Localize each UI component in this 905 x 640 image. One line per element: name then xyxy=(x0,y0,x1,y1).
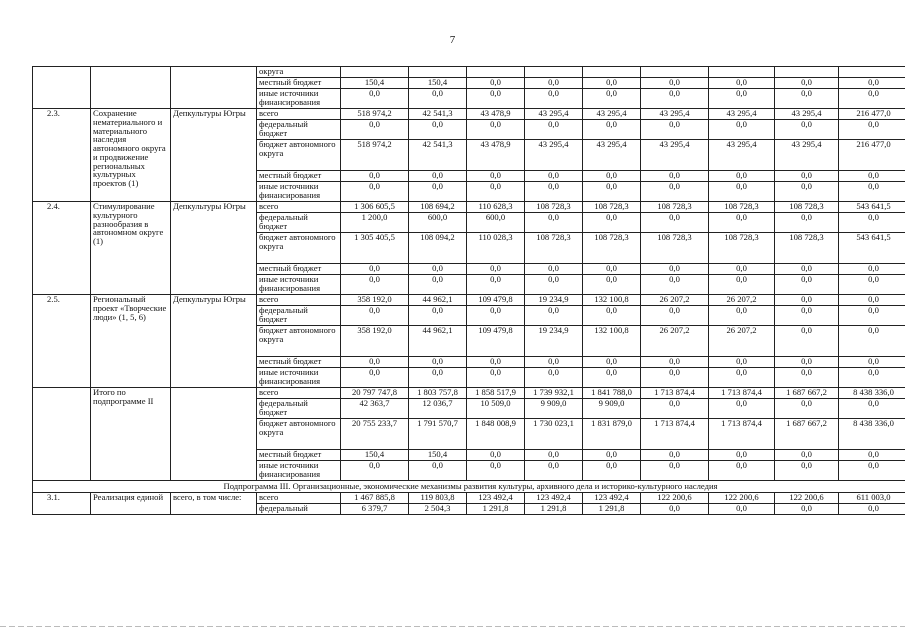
value-cell: 0,0 xyxy=(709,89,775,109)
value-cell: 0,0 xyxy=(775,306,839,326)
value-cell: 0,0 xyxy=(525,275,583,295)
value-cell: 0,0 xyxy=(641,399,709,419)
value-cell: 0,0 xyxy=(839,171,905,182)
row-name-cell: Региональный проект «Творческие люди» (1, 5, 6) xyxy=(91,295,171,388)
value-cell: 600,0 xyxy=(467,213,525,233)
row-code-cell: 3.1. xyxy=(33,492,91,514)
value-cell: 0,0 xyxy=(709,182,775,202)
value-cell: 0,0 xyxy=(583,213,641,233)
funding-source-cell: всего xyxy=(257,109,341,120)
value-cell: 543 641,5 xyxy=(839,233,905,264)
value-cell: 1 306 605,5 xyxy=(341,202,409,213)
value-cell: 0,0 xyxy=(709,368,775,388)
value-cell xyxy=(709,67,775,78)
value-cell: 0,0 xyxy=(341,182,409,202)
value-cell: 0,0 xyxy=(409,275,467,295)
value-cell: 0,0 xyxy=(525,264,583,275)
value-cell: 44 962,1 xyxy=(409,326,467,357)
value-cell: 108 728,3 xyxy=(583,202,641,213)
value-cell: 1 305 405,5 xyxy=(341,233,409,264)
value-cell: 150,4 xyxy=(409,78,467,89)
value-cell xyxy=(341,67,409,78)
value-cell: 43 295,4 xyxy=(525,109,583,120)
value-cell: 108 728,3 xyxy=(641,233,709,264)
value-cell: 216 477,0 xyxy=(839,109,905,120)
value-cell: 0,0 xyxy=(341,461,409,481)
funding-source-cell: федеральный бюджет xyxy=(257,120,341,140)
value-cell: 0,0 xyxy=(583,368,641,388)
value-cell: 0,0 xyxy=(775,450,839,461)
value-cell: 43 295,4 xyxy=(775,109,839,120)
value-cell: 43 295,4 xyxy=(709,140,775,171)
value-cell: 0,0 xyxy=(709,264,775,275)
value-cell: 0,0 xyxy=(839,295,905,306)
value-cell: 26 207,2 xyxy=(709,295,775,306)
section-title: Подпрограмма III. Организационные, экономические механизмы развития культуры, архивного дела и историко-культурного наследия xyxy=(33,481,905,493)
value-cell: 108 728,3 xyxy=(775,202,839,213)
value-cell: 0,0 xyxy=(641,78,709,89)
value-cell: 110 028,3 xyxy=(467,233,525,264)
value-cell: 1 687 667,2 xyxy=(775,419,839,450)
value-cell: 110 628,3 xyxy=(467,202,525,213)
value-cell: 119 803,8 xyxy=(409,492,467,503)
table-row xyxy=(33,202,905,213)
value-cell: 0,0 xyxy=(775,357,839,368)
value-cell: 0,0 xyxy=(525,213,583,233)
value-cell: 132 100,8 xyxy=(583,326,641,357)
value-cell: 0,0 xyxy=(839,78,905,89)
value-cell: 1 713 874,4 xyxy=(709,388,775,399)
value-cell: 611 003,0 xyxy=(839,492,905,503)
value-cell: 0,0 xyxy=(641,213,709,233)
value-cell: 1 200,0 xyxy=(341,213,409,233)
value-cell: 0,0 xyxy=(467,450,525,461)
value-cell: 0,0 xyxy=(839,275,905,295)
value-cell: 0,0 xyxy=(839,306,905,326)
value-cell: 8 438 336,0 xyxy=(839,388,905,399)
value-cell: 9 909,0 xyxy=(525,399,583,419)
value-cell: 0,0 xyxy=(839,120,905,140)
value-cell: 0,0 xyxy=(775,461,839,481)
funding-source-cell: федеральный бюджет xyxy=(257,213,341,233)
value-cell: 0,0 xyxy=(525,450,583,461)
value-cell: 0,0 xyxy=(641,182,709,202)
value-cell: 358 192,0 xyxy=(341,295,409,306)
row-name-cell: Стимулирование культурного разнообразия в автономном округе (1) xyxy=(91,202,171,295)
value-cell: 0,0 xyxy=(525,78,583,89)
value-cell: 0,0 xyxy=(467,368,525,388)
value-cell: 0,0 xyxy=(467,264,525,275)
value-cell: 0,0 xyxy=(641,264,709,275)
value-cell: 0,0 xyxy=(583,450,641,461)
value-cell: 0,0 xyxy=(709,503,775,514)
funding-source-cell: местный бюджет xyxy=(257,357,341,368)
row-name-cell: Итого по подпрограмме II xyxy=(91,388,171,481)
value-cell: 0,0 xyxy=(641,368,709,388)
value-cell: 0,0 xyxy=(409,182,467,202)
value-cell: 0,0 xyxy=(341,368,409,388)
row-executor-cell xyxy=(171,67,257,109)
value-cell: 1 291,8 xyxy=(525,503,583,514)
row-code-cell: 2.5. xyxy=(33,295,91,388)
value-cell: 0,0 xyxy=(641,275,709,295)
value-cell: 0,0 xyxy=(641,306,709,326)
value-cell: 20 755 233,7 xyxy=(341,419,409,450)
funding-source-cell: бюджет автономного округа xyxy=(257,419,341,450)
value-cell: 0,0 xyxy=(775,89,839,109)
value-cell: 0,0 xyxy=(641,171,709,182)
value-cell: 0,0 xyxy=(583,275,641,295)
value-cell: 132 100,8 xyxy=(583,295,641,306)
value-cell: 43 295,4 xyxy=(583,109,641,120)
value-cell: 0,0 xyxy=(409,306,467,326)
value-cell: 108 728,3 xyxy=(525,233,583,264)
value-cell: 19 234,9 xyxy=(525,295,583,306)
value-cell: 0,0 xyxy=(839,357,905,368)
value-cell: 1 791 570,7 xyxy=(409,419,467,450)
value-cell: 0,0 xyxy=(641,89,709,109)
funding-source-cell: местный бюджет xyxy=(257,264,341,275)
funding-source-cell: всего xyxy=(257,492,341,503)
value-cell: 108 728,3 xyxy=(709,202,775,213)
value-cell: 108 728,3 xyxy=(709,233,775,264)
value-cell: 0,0 xyxy=(341,171,409,182)
budget-table xyxy=(32,66,905,515)
value-cell: 109 479,8 xyxy=(467,295,525,306)
row-executor-cell: Депкультуры Югры xyxy=(171,202,257,295)
value-cell: 0,0 xyxy=(341,357,409,368)
funding-source-cell: всего xyxy=(257,295,341,306)
value-cell: 19 234,9 xyxy=(525,326,583,357)
funding-source-cell: иные источники финансирования xyxy=(257,368,341,388)
value-cell: 0,0 xyxy=(525,368,583,388)
value-cell: 1 858 517,9 xyxy=(467,388,525,399)
value-cell: 0,0 xyxy=(409,461,467,481)
value-cell: 0,0 xyxy=(341,89,409,109)
value-cell: 0,0 xyxy=(709,450,775,461)
value-cell: 43 295,4 xyxy=(525,140,583,171)
value-cell: 0,0 xyxy=(839,213,905,233)
funding-source-cell: федеральный бюджет xyxy=(257,399,341,419)
value-cell: 0,0 xyxy=(775,182,839,202)
value-cell xyxy=(583,67,641,78)
row-executor-cell xyxy=(171,388,257,481)
value-cell xyxy=(641,67,709,78)
row-code-cell: 2.4. xyxy=(33,202,91,295)
table-row xyxy=(33,295,905,306)
value-cell: 0,0 xyxy=(525,306,583,326)
row-name-cell: Реализация единой xyxy=(91,492,171,514)
value-cell: 0,0 xyxy=(641,120,709,140)
value-cell: 0,0 xyxy=(839,326,905,357)
value-cell: 0,0 xyxy=(467,461,525,481)
value-cell: 43 295,4 xyxy=(641,140,709,171)
value-cell: 0,0 xyxy=(775,171,839,182)
value-cell: 43 295,4 xyxy=(641,109,709,120)
value-cell: 0,0 xyxy=(467,78,525,89)
value-cell: 42 541,3 xyxy=(409,140,467,171)
funding-source-cell: местный бюджет xyxy=(257,450,341,461)
table-row xyxy=(33,67,905,78)
value-cell: 0,0 xyxy=(641,357,709,368)
scan-artifact-line xyxy=(0,626,905,627)
value-cell: 26 207,2 xyxy=(641,326,709,357)
value-cell: 109 479,8 xyxy=(467,326,525,357)
value-cell: 0,0 xyxy=(583,461,641,481)
value-cell: 0,0 xyxy=(467,182,525,202)
value-cell: 43 478,9 xyxy=(467,109,525,120)
value-cell: 26 207,2 xyxy=(709,326,775,357)
value-cell: 0,0 xyxy=(775,368,839,388)
value-cell: 108 694,2 xyxy=(409,202,467,213)
value-cell: 108 728,3 xyxy=(641,202,709,213)
value-cell: 0,0 xyxy=(409,171,467,182)
value-cell: 123 492,4 xyxy=(525,492,583,503)
value-cell: 123 492,4 xyxy=(583,492,641,503)
value-cell: 9 909,0 xyxy=(583,399,641,419)
row-name-cell: Сохранение нематериального и материального наследия автономного округа и продвижение региональных культурных проектов (1) xyxy=(91,109,171,202)
value-cell: 0,0 xyxy=(839,182,905,202)
value-cell: 1 803 757,8 xyxy=(409,388,467,399)
funding-source-cell: всего xyxy=(257,388,341,399)
value-cell: 108 728,3 xyxy=(775,233,839,264)
value-cell: 0,0 xyxy=(775,213,839,233)
value-cell: 1 291,8 xyxy=(583,503,641,514)
funding-source-cell: местный бюджет xyxy=(257,171,341,182)
value-cell xyxy=(775,67,839,78)
value-cell: 0,0 xyxy=(583,78,641,89)
value-cell xyxy=(525,67,583,78)
value-cell: 0,0 xyxy=(467,120,525,140)
value-cell: 0,0 xyxy=(525,89,583,109)
value-cell: 123 492,4 xyxy=(467,492,525,503)
value-cell: 0,0 xyxy=(583,306,641,326)
value-cell: 122 200,6 xyxy=(641,492,709,503)
row-code-cell xyxy=(33,388,91,481)
value-cell: 0,0 xyxy=(409,89,467,109)
value-cell: 43 295,4 xyxy=(583,140,641,171)
value-cell: 0,0 xyxy=(583,357,641,368)
value-cell: 43 295,4 xyxy=(709,109,775,120)
value-cell: 0,0 xyxy=(583,89,641,109)
value-cell: 0,0 xyxy=(583,182,641,202)
value-cell: 0,0 xyxy=(409,368,467,388)
value-cell: 0,0 xyxy=(839,503,905,514)
value-cell: 0,0 xyxy=(341,306,409,326)
value-cell: 0,0 xyxy=(525,461,583,481)
section-row xyxy=(33,481,905,493)
value-cell: 0,0 xyxy=(709,399,775,419)
value-cell: 0,0 xyxy=(709,120,775,140)
value-cell: 0,0 xyxy=(341,120,409,140)
value-cell: 0,0 xyxy=(839,461,905,481)
value-cell: 0,0 xyxy=(583,264,641,275)
value-cell: 0,0 xyxy=(775,326,839,357)
value-cell: 0,0 xyxy=(709,461,775,481)
value-cell: 0,0 xyxy=(775,264,839,275)
value-cell: 0,0 xyxy=(641,461,709,481)
table-row xyxy=(33,492,905,503)
value-cell: 44 962,1 xyxy=(409,295,467,306)
value-cell: 0,0 xyxy=(525,171,583,182)
value-cell: 0,0 xyxy=(775,503,839,514)
funding-source-cell: всего xyxy=(257,202,341,213)
row-code-cell xyxy=(33,67,91,109)
value-cell: 0,0 xyxy=(525,120,583,140)
value-cell: 1 687 667,2 xyxy=(775,388,839,399)
value-cell: 0,0 xyxy=(641,503,709,514)
value-cell xyxy=(839,67,905,78)
value-cell: 1 467 885,8 xyxy=(341,492,409,503)
funding-source-cell: иные источники финансирования xyxy=(257,275,341,295)
funding-source-cell: бюджет автономного округа xyxy=(257,233,341,264)
value-cell: 1 713 874,4 xyxy=(641,388,709,399)
value-cell: 6 379,7 xyxy=(341,503,409,514)
value-cell: 518 974,2 xyxy=(341,140,409,171)
value-cell: 1 713 874,4 xyxy=(641,419,709,450)
value-cell: 0,0 xyxy=(467,306,525,326)
value-cell: 543 641,5 xyxy=(839,202,905,213)
value-cell: 0,0 xyxy=(467,171,525,182)
value-cell: 1 291,8 xyxy=(467,503,525,514)
funding-source-cell: иные источники финансирования xyxy=(257,182,341,202)
value-cell: 0,0 xyxy=(709,213,775,233)
value-cell: 1 739 932,1 xyxy=(525,388,583,399)
value-cell: 20 797 747,8 xyxy=(341,388,409,399)
value-cell: 0,0 xyxy=(409,120,467,140)
value-cell: 0,0 xyxy=(775,399,839,419)
value-cell: 0,0 xyxy=(709,357,775,368)
value-cell: 0,0 xyxy=(839,264,905,275)
funding-source-cell: бюджет автономного округа xyxy=(257,140,341,171)
value-cell: 0,0 xyxy=(839,450,905,461)
value-cell: 358 192,0 xyxy=(341,326,409,357)
funding-source-cell: округа xyxy=(257,67,341,78)
value-cell: 150,4 xyxy=(341,78,409,89)
value-cell: 0,0 xyxy=(409,357,467,368)
value-cell: 0,0 xyxy=(775,78,839,89)
value-cell: 26 207,2 xyxy=(641,295,709,306)
row-name-cell xyxy=(91,67,171,109)
value-cell: 150,4 xyxy=(409,450,467,461)
value-cell: 0,0 xyxy=(467,275,525,295)
value-cell: 0,0 xyxy=(341,264,409,275)
value-cell: 43 478,9 xyxy=(467,140,525,171)
value-cell: 0,0 xyxy=(775,275,839,295)
value-cell: 12 036,7 xyxy=(409,399,467,419)
table-row xyxy=(33,388,905,399)
value-cell: 2 504,3 xyxy=(409,503,467,514)
funding-source-cell: иные источники финансирования xyxy=(257,89,341,109)
row-executor-cell: Депкультуры Югры xyxy=(171,109,257,202)
value-cell: 216 477,0 xyxy=(839,140,905,171)
value-cell: 0,0 xyxy=(839,368,905,388)
value-cell: 1 841 788,0 xyxy=(583,388,641,399)
value-cell: 0,0 xyxy=(839,89,905,109)
value-cell: 42 363,7 xyxy=(341,399,409,419)
value-cell: 150,4 xyxy=(341,450,409,461)
value-cell: 122 200,6 xyxy=(775,492,839,503)
value-cell xyxy=(409,67,467,78)
value-cell: 1 848 008,9 xyxy=(467,419,525,450)
value-cell: 122 200,6 xyxy=(709,492,775,503)
value-cell: 0,0 xyxy=(709,171,775,182)
value-cell: 518 974,2 xyxy=(341,109,409,120)
value-cell: 0,0 xyxy=(583,120,641,140)
table-row xyxy=(33,109,905,120)
value-cell: 43 295,4 xyxy=(775,140,839,171)
value-cell: 0,0 xyxy=(525,182,583,202)
funding-source-cell: местный бюджет xyxy=(257,78,341,89)
value-cell: 0,0 xyxy=(709,275,775,295)
value-cell: 0,0 xyxy=(641,450,709,461)
value-cell: 1 713 874,4 xyxy=(709,419,775,450)
funding-source-cell: федеральный xyxy=(257,503,341,514)
value-cell: 0,0 xyxy=(583,171,641,182)
funding-source-cell: бюджет автономного округа xyxy=(257,326,341,357)
value-cell: 0,0 xyxy=(709,78,775,89)
row-executor-cell: всего, в том числе: xyxy=(171,492,257,514)
value-cell: 10 509,0 xyxy=(467,399,525,419)
value-cell: 1 831 879,0 xyxy=(583,419,641,450)
value-cell: 0,0 xyxy=(409,264,467,275)
value-cell: 0,0 xyxy=(709,306,775,326)
funding-source-cell: федеральный бюджет xyxy=(257,306,341,326)
value-cell: 0,0 xyxy=(775,120,839,140)
value-cell: 0,0 xyxy=(467,89,525,109)
row-code-cell: 2.3. xyxy=(33,109,91,202)
row-executor-cell: Депкультуры Югры xyxy=(171,295,257,388)
value-cell: 108 094,2 xyxy=(409,233,467,264)
value-cell: 108 728,3 xyxy=(583,233,641,264)
page-number: 7 xyxy=(449,34,456,46)
funding-source-cell: иные источники финансирования xyxy=(257,461,341,481)
value-cell xyxy=(467,67,525,78)
value-cell: 42 541,3 xyxy=(409,109,467,120)
value-cell: 0,0 xyxy=(525,357,583,368)
value-cell: 0,0 xyxy=(839,399,905,419)
value-cell: 0,0 xyxy=(341,275,409,295)
value-cell: 600,0 xyxy=(409,213,467,233)
value-cell: 108 728,3 xyxy=(525,202,583,213)
value-cell: 1 730 023,1 xyxy=(525,419,583,450)
value-cell: 8 438 336,0 xyxy=(839,419,905,450)
value-cell: 0,0 xyxy=(467,357,525,368)
value-cell: 0,0 xyxy=(775,295,839,306)
